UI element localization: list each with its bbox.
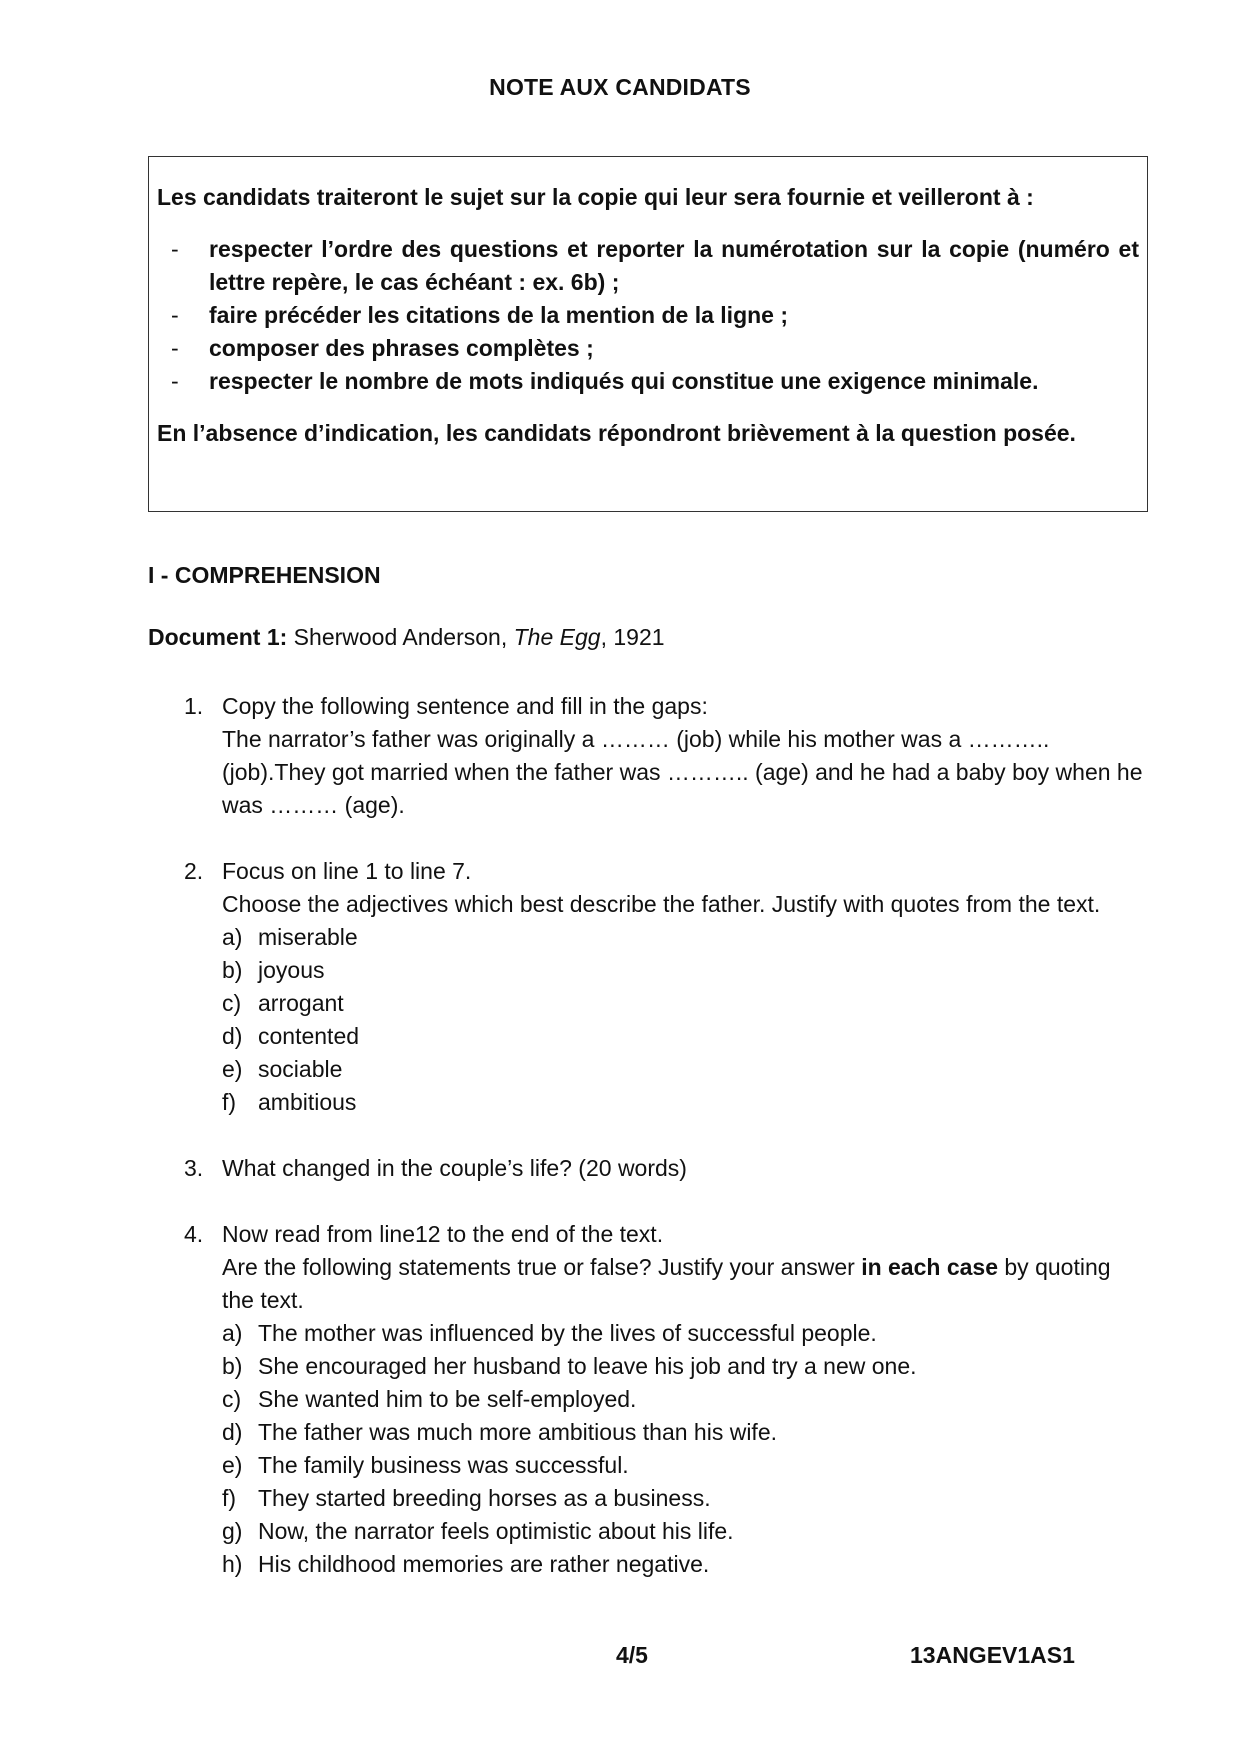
instruction-after: by quoting the text. <box>222 1254 1111 1313</box>
option-item <box>222 987 1144 1020</box>
rule-text: composer des phrases complètes ; <box>209 335 594 361</box>
instruction-emphasis: in each case <box>861 1254 998 1280</box>
option-letter: g) <box>222 1518 243 1544</box>
document-author: Sherwood Anderson, <box>287 624 514 650</box>
option-letter: c) <box>222 1386 242 1412</box>
statement-options <box>222 1317 1144 1581</box>
rule-text: faire précéder les citations de la mention de la ligne ; <box>209 302 789 328</box>
option-text: She encouraged her husband to leave his job and try a new one. <box>258 1353 917 1379</box>
option-text: The family business was successful. <box>258 1452 629 1478</box>
option-item <box>222 1053 1144 1086</box>
note-rule <box>157 233 1139 299</box>
option-text: sociable <box>258 1056 343 1082</box>
option-item <box>222 954 1144 987</box>
option-item <box>222 1383 1144 1416</box>
note-final: En l’absence d’indication, les candidats répondront brièvement à la question posée. <box>157 420 1076 446</box>
document-work-title: The Egg <box>513 624 601 650</box>
option-item <box>222 1317 1144 1350</box>
option-text: The mother was influenced by the lives of successful people. <box>258 1320 877 1346</box>
candidate-note-box <box>148 156 1148 512</box>
document-label: Document 1: <box>148 624 288 650</box>
rule-dash: - <box>171 236 179 262</box>
note-rule <box>157 365 1139 398</box>
option-letter: e) <box>222 1452 243 1478</box>
note-rules-list <box>157 233 1139 398</box>
option-text: The father was much more ambitious than his wife. <box>258 1419 778 1445</box>
note-rule <box>157 299 1139 332</box>
option-text: They started breeding horses as a business. <box>258 1485 711 1511</box>
question-2 <box>184 855 1144 1119</box>
question-text: What changed in the couple’s life? (20 words) <box>222 1155 687 1181</box>
option-text: contented <box>258 1023 360 1049</box>
option-text: miserable <box>258 924 358 950</box>
exam-code: 13ANGEV1AS1 <box>910 1642 1075 1668</box>
option-letter: a) <box>222 924 243 950</box>
option-item <box>222 1482 1144 1515</box>
rule-dash: - <box>171 335 179 361</box>
section-title: I - COMPREHENSION <box>148 562 381 588</box>
option-text: She wanted him to be self-employed. <box>258 1386 637 1412</box>
page-title: NOTE AUX CANDIDATS <box>489 74 751 100</box>
question-number: 3. <box>184 1155 204 1181</box>
option-letter: h) <box>222 1551 243 1577</box>
adjective-options <box>222 921 1144 1119</box>
option-text: Now, the narrator feels optimistic about his life. <box>258 1518 734 1544</box>
question-text: Copy the following sentence and fill in the gaps: <box>222 693 708 719</box>
option-item <box>222 1416 1144 1449</box>
option-item <box>222 1020 1144 1053</box>
option-letter: b) <box>222 957 243 983</box>
option-letter: c) <box>222 990 242 1016</box>
option-item <box>222 921 1144 954</box>
option-letter: e) <box>222 1056 243 1082</box>
option-item <box>222 1350 1144 1383</box>
question-number: 1. <box>184 693 204 719</box>
option-text: arrogant <box>258 990 344 1016</box>
document-reference <box>148 624 665 651</box>
note-rule <box>157 332 1139 365</box>
option-letter: f) <box>222 1485 237 1511</box>
question-text: Now read from line12 to the end of the text. <box>222 1221 664 1247</box>
question-number: 4. <box>184 1221 204 1247</box>
option-item <box>222 1515 1144 1548</box>
rule-dash: - <box>171 302 179 328</box>
question-instruction <box>222 1251 1144 1317</box>
document-year: , 1921 <box>600 624 665 650</box>
rule-text: respecter le nombre de mots indiqués qui constitue une exigence minimale. <box>209 368 1039 394</box>
page-number: 4/5 <box>616 1642 648 1668</box>
option-text: joyous <box>258 957 325 983</box>
option-item <box>222 1548 1144 1581</box>
option-item <box>222 1449 1144 1482</box>
question-text: Focus on line 1 to line 7. <box>222 858 472 884</box>
option-letter: f) <box>222 1089 237 1115</box>
question-1 <box>184 690 1144 822</box>
option-text: His childhood memories are rather negative. <box>258 1551 710 1577</box>
question-text: Choose the adjectives which best describe the father. Justify with quotes from the text. <box>222 891 1101 917</box>
option-letter: b) <box>222 1353 243 1379</box>
option-text: ambitious <box>258 1089 357 1115</box>
option-item <box>222 1086 1144 1119</box>
option-letter: d) <box>222 1419 243 1445</box>
question-3 <box>184 1152 1144 1185</box>
rule-dash: - <box>171 368 179 394</box>
questions-list <box>184 690 1144 1614</box>
option-letter: d) <box>222 1023 243 1049</box>
question-text: The narrator’s father was originally a ……… (job) while his mother was a ……….. (job).They got married when the father was ……….. (age) and he had a baby boy when he was ……… (age). <box>222 726 1143 818</box>
rule-text: respecter l’ordre des questions et reporter la numérotation sur la copie (numéro et lettre repère, le cas échéant : ex. 6b) ; <box>209 236 1139 295</box>
question-4 <box>184 1218 1144 1581</box>
option-letter: a) <box>222 1320 243 1346</box>
question-number: 2. <box>184 858 204 884</box>
instruction-before: Are the following statements true or false? Justify your answer <box>222 1254 862 1280</box>
note-intro: Les candidats traiteront le sujet sur la copie qui leur sera fournie et veilleront à : <box>157 184 1034 210</box>
